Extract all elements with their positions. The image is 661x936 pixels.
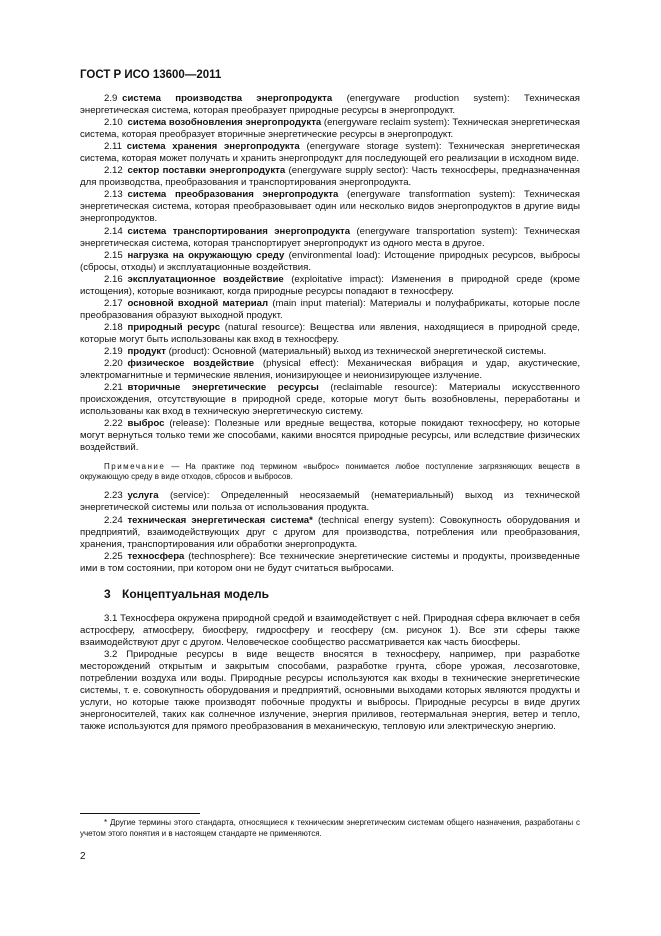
note-label: Примечание [104, 462, 166, 472]
term-name: физическое воздействие [127, 358, 255, 370]
term-definition: (technosphere): Все технические энергетические системы и продукты, произведенные ими в том состоянии, при котором они не будут считаться выбросами. [80, 550, 580, 574]
term-entry [80, 382, 580, 418]
term-definition: (energyware transformation system): Техническая энергетическая система, которая преобразовывает один или несколько видов энергопродуктов в другие виды энергопродуктов. [80, 189, 580, 225]
term-number: 2.14 [104, 225, 123, 237]
term-name: система преобразования энергопродукта [127, 189, 339, 201]
term-name: система хранения энергопродукта [126, 141, 300, 153]
term-entry [80, 250, 580, 274]
term-definition: (service): Определенный неосязаемый (нематериальный) выход из технической энергетической системы или польза от использования продукта. [80, 490, 580, 514]
term-entry [80, 358, 580, 382]
term-definition: (energyware storage system): Техническая энергетическая система, которая может получать и хранить энергопродукт для последующей его реализации в исходном виде. [80, 141, 580, 165]
paragraph-number: 3.1 [104, 612, 118, 624]
term-number: 2.23 [104, 490, 123, 502]
term-entry [80, 515, 580, 551]
term-name: услуга [127, 490, 159, 502]
term-definition: (energyware transportation system): Техническая энергетическая система, которая транспортирует энергопродукт из одного места в другое. [80, 225, 580, 249]
footnote-rule [80, 813, 200, 814]
term-entry [80, 226, 580, 250]
term-entry [80, 117, 580, 141]
terms-list [80, 93, 580, 454]
paragraph [80, 613, 580, 649]
term-number: 2.10 [104, 117, 123, 129]
term-definition: (physical effect): Механическая вибрация и удар, акустические, электромагнитные и термические явления, ионизирующее и неионизирующее излучение. [80, 358, 580, 382]
term-entry [80, 141, 580, 165]
term-name: сектор поставки энергопродукта [127, 165, 286, 177]
term-definition: (main input material): Материалы и полуфабрикаты, которые после преобразования образуют выходной продукт. [80, 297, 581, 321]
term-number: 2.15 [104, 249, 123, 261]
term-definition: (energyware production system): Техническая энергетическая система, которая преобразует природные ресурсы в энергопродукт. [80, 93, 580, 117]
term-name: выброс [127, 418, 165, 430]
term-number: 2.17 [104, 297, 123, 309]
term-number: 2.22 [104, 418, 123, 430]
term-number: 2.18 [104, 321, 123, 333]
paragraph [80, 649, 580, 733]
page-number: 2 [80, 851, 86, 862]
term-name: продукт [127, 345, 166, 357]
term-entry [80, 189, 580, 225]
term-number: 2.12 [104, 165, 123, 177]
term-definition: (exploitative impact): Изменения в природной среде (кроме истощения), которые возникают, когда природные ресурсы попадают в техносферу. [80, 273, 580, 297]
term-entry [80, 93, 580, 117]
term-definition: (reclaimable resource): Материалы искусственного происхождения, отсутствующие в природной среде, которые могут быть возобновлены, переработаны и использованы как вход в техническую энергетическую систему. [80, 382, 580, 418]
term-entry [80, 322, 580, 346]
paragraph-text: Природные ресурсы в виде веществ вносятся в техносферу, например, при разработке месторождений открытым и закрытым способами, разработке грунта, сборе урожая, лесозаготовке, потреблении воздуха или воды. Природные ресурсы используются как входы в технические энергетические системы, т. е. совокупность оборудования и предприятий, основными выходами которых являются продукты и услуги, но которые также производят побочные продукты и выбросы. Природные ресурсы в виде других энергоносителей, таких как солнечное излучение, энергия приливов, геотермальная энергия, ветер и тепло, также используются для прямого преобразования в механическую, тепловую или электрическую энергию. [80, 648, 580, 733]
term-definition: (energyware supply sector): Часть техносферы, предназначенная для производства, преобразования и транспортирования энергопродукта. [80, 165, 580, 189]
term-definition: (natural resource): Вещества или явления, находящиеся в природной среде, которые могут быть использованы как вход в техносферу. [80, 321, 580, 345]
term-name: система возобновления энергопродукта [127, 117, 322, 129]
term-entry [80, 418, 580, 454]
term-number: 2.13 [104, 189, 123, 201]
term-definition: (release): Полезные или вредные вещества, которые покидают техносферу, но которые могут вернуться только теми же способами, какими вносятся природные ресурсы, или вследствие физических воздействий. [80, 418, 580, 454]
paragraph-text: Техносфера окружена природной средой и взаимодействует с ней. Природная сфера включает в себя астросферу, атмосферу, биосферу, гидросферу и геосферу (см. рисунок 1). Все эти сферы также взаимодействуют друг с другом. Человеческое сообщество рассматривается как часть биосферы. [80, 612, 580, 648]
term-entry [80, 165, 580, 189]
footnote: * Другие термины этого стандарта, относящиеся к техническим энергетическим системам общего назначения, разработаны с учетом этого понятия и в настоящем стандарте не применяются. [80, 818, 580, 838]
section-heading [104, 588, 580, 600]
term-number: 2.24 [104, 514, 123, 526]
term-number: 2.21 [104, 382, 123, 394]
term-name: система производства энергопродукта [122, 93, 333, 104]
section-paragraphs [80, 613, 580, 733]
term-number: 2.11 [104, 141, 122, 153]
term-entry [80, 298, 580, 322]
term-entry [80, 274, 580, 298]
term-definition: (product): Основной (материальный) выход из технической энергетической системы. [165, 345, 547, 357]
term-number: 2.16 [104, 273, 123, 285]
terms-list-2 [80, 490, 580, 574]
term-name: нагрузка на окружающую среду [127, 249, 285, 261]
note-text: — На практике под термином «выброс» понимается любое поступление загрязняющих веществ в окружающую среду в виде отходов, сбросов и выбросов. [80, 462, 580, 482]
note [80, 462, 580, 482]
term-name: техническая энергетическая система* [127, 514, 313, 526]
term-number: 2.19 [104, 345, 123, 357]
term-entry [80, 490, 580, 514]
term-name: природный ресурс [127, 321, 221, 333]
term-definition: (environmental load): Истощение природных ресурсов, выбросы (сбросы, отходы) и эксплуатационные воздействия. [80, 249, 580, 273]
term-entry [80, 551, 580, 575]
term-name: эксплуатационное воздействие [127, 273, 284, 285]
section-number: 3 [104, 586, 111, 601]
term-name: техносфера [127, 550, 185, 562]
term-number: 2.20 [104, 358, 123, 370]
term-definition: (energyware reclaim system): Техническая энергетическая система, которая преобразует вторичные энергетические ресурсы в энергопродукт. [80, 117, 581, 141]
term-entry [80, 346, 580, 358]
document-body [80, 93, 580, 733]
document-header: ГОСТ Р ИСО 13600—2011 [80, 69, 222, 81]
section-title: Концептуальная модель [122, 586, 270, 601]
term-name: вторичные энергетические ресурсы [127, 382, 319, 394]
term-number: 2.9 [104, 93, 118, 104]
paragraph-number: 3.2 [104, 648, 118, 660]
term-number: 2.25 [104, 550, 123, 562]
term-name: система транспортирования энергопродукта [127, 225, 351, 237]
term-name: основной входной материал [127, 297, 269, 309]
term-definition: (technical energy system): Совокупность оборудования и предприятий, взаимодействующих друг с другом для производства, потребления или преобразования, хранения, транспортирования или обработки энергопродукта. [80, 514, 580, 550]
